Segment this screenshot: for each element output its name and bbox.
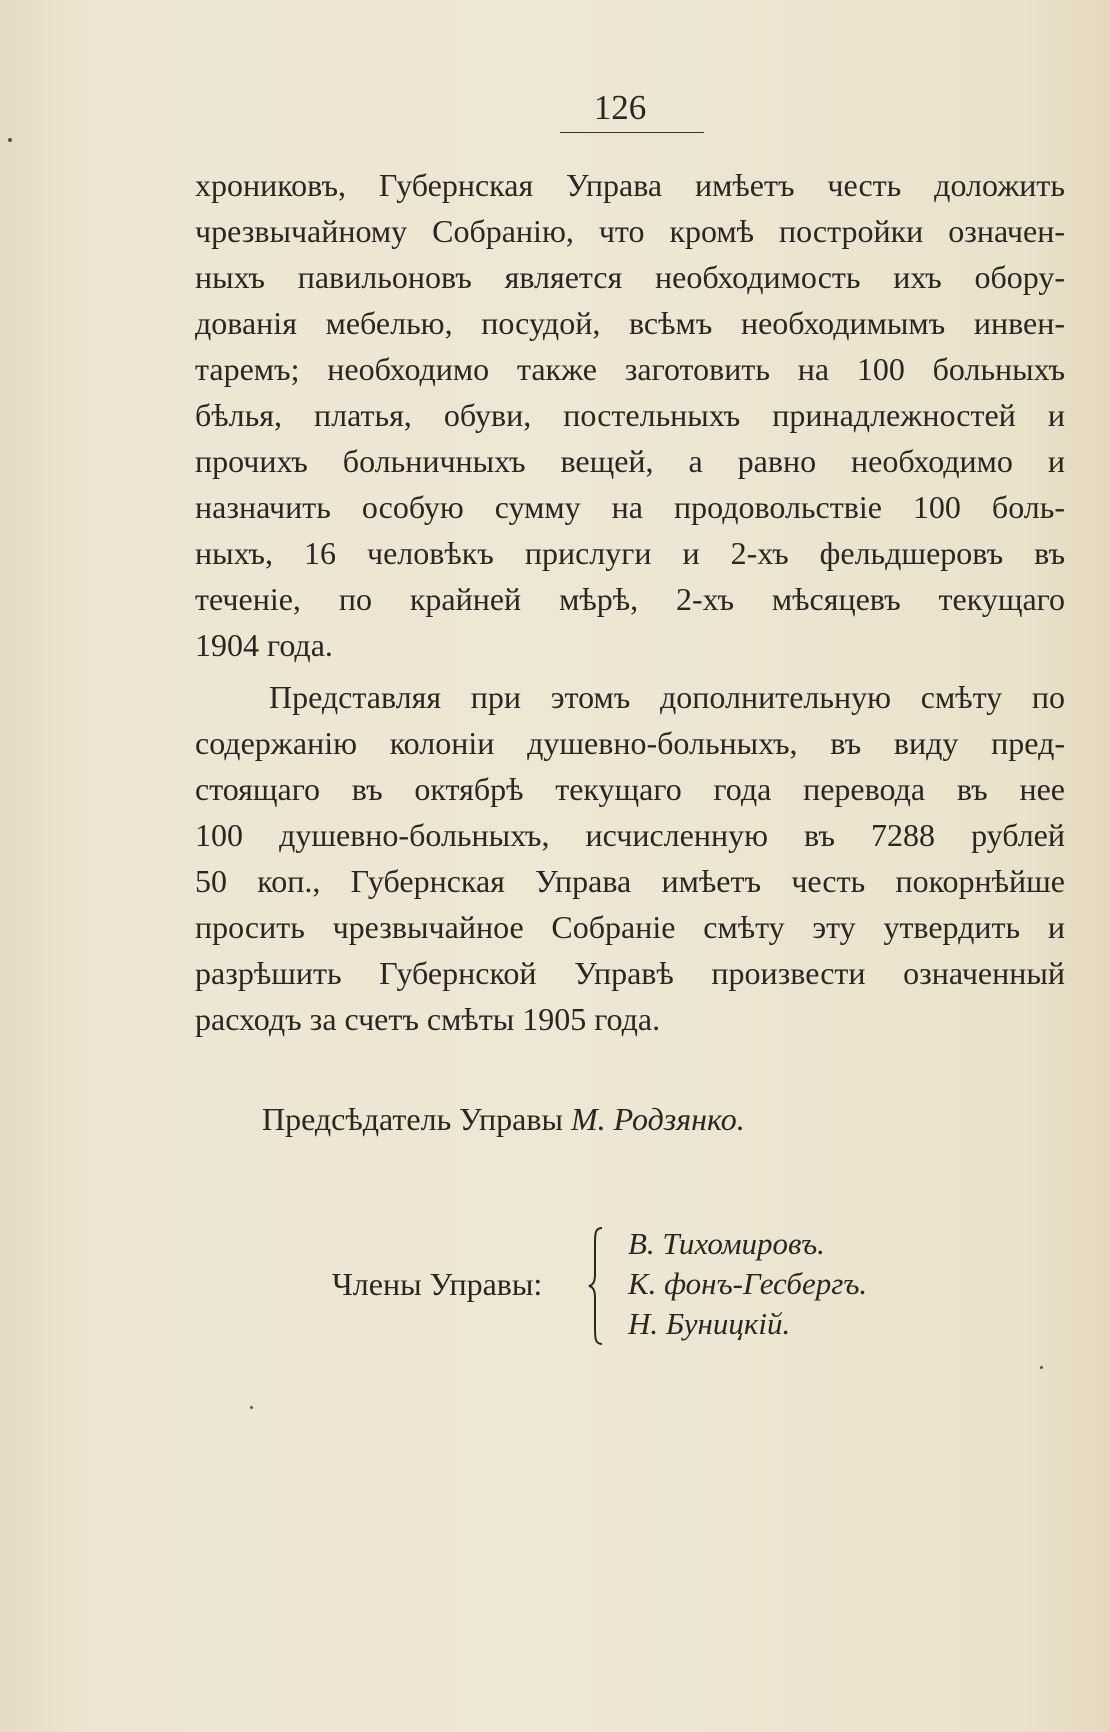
page-number: 126 <box>593 88 647 127</box>
paper-speck <box>1040 1366 1043 1369</box>
member-name: В. Тихомировъ. <box>628 1226 825 1261</box>
chairman-label: Предсѣдатель Управы <box>262 1101 563 1137</box>
text-line: 100 душевно-больныхъ, исчисленную въ 7288 рублей <box>195 817 1065 853</box>
paper-speck <box>250 1406 253 1409</box>
text-line: 50 коп., Губернская Управа имѣетъ честь покорнѣйше <box>195 863 1065 899</box>
body-text <box>195 162 1065 1042</box>
curly-brace-icon <box>586 1224 606 1348</box>
text-line: 1904 года. <box>195 627 333 663</box>
text-line: прочихъ больничныхъ вещей, а равно необходимо и <box>195 443 1065 479</box>
text-line: стоящаго въ октябрѣ текущаго года перевода въ нее <box>195 771 1065 807</box>
text-line: содержанію колоніи душевно-больныхъ, въ виду пред- <box>195 725 1065 761</box>
text-line: чрезвычайному Собранію, что кромѣ постройки означен- <box>195 213 1065 249</box>
members-label: Члены Управы: <box>332 1266 543 1302</box>
text-line: назначить особую сумму на продовольствіе 100 боль- <box>195 489 1065 525</box>
chairman-signature <box>262 1096 745 1142</box>
text-line: теченіе, по крайней мѣрѣ, 2-хъ мѣсяцевъ текущаго <box>195 581 1065 617</box>
text-line: расходъ за счетъ смѣты 1905 года. <box>195 1001 661 1037</box>
text-line: разрѣшить Губернской Управѣ произвести означенный <box>195 955 1065 991</box>
text-line: хрониковъ, Губернская Управа имѣетъ честь доложить <box>195 167 1065 203</box>
paper-speck <box>8 138 12 142</box>
text-line: Представляя при этомъ дополнительную смѣту по <box>269 679 1065 715</box>
text-line: бѣлья, платья, обуви, постельныхъ принадлежностей и <box>195 397 1065 433</box>
page-number-rule <box>560 132 704 133</box>
text-line: дованія мебелью, посудой, всѣмъ необходимымъ инвен- <box>195 305 1065 341</box>
chairman-name: М. Родзянко. <box>570 1101 745 1137</box>
board-members <box>332 1224 1032 1354</box>
text-line: ныхъ павильоновъ является необходимость ихъ обору- <box>195 259 1065 295</box>
text-line: просить чрезвычайное Собраніе смѣту эту утвердить и <box>195 909 1065 945</box>
member-name: Н. Буницкій. <box>628 1306 791 1341</box>
members-names <box>628 1224 867 1344</box>
text-line: таремъ; необходимо также заготовить на 100 больныхъ <box>195 351 1065 387</box>
text-line: ныхъ, 16 человѣкъ прислуги и 2-хъ фельдшеровъ въ <box>195 535 1065 571</box>
member-name: К. фонъ-Гесбергъ. <box>628 1266 868 1301</box>
